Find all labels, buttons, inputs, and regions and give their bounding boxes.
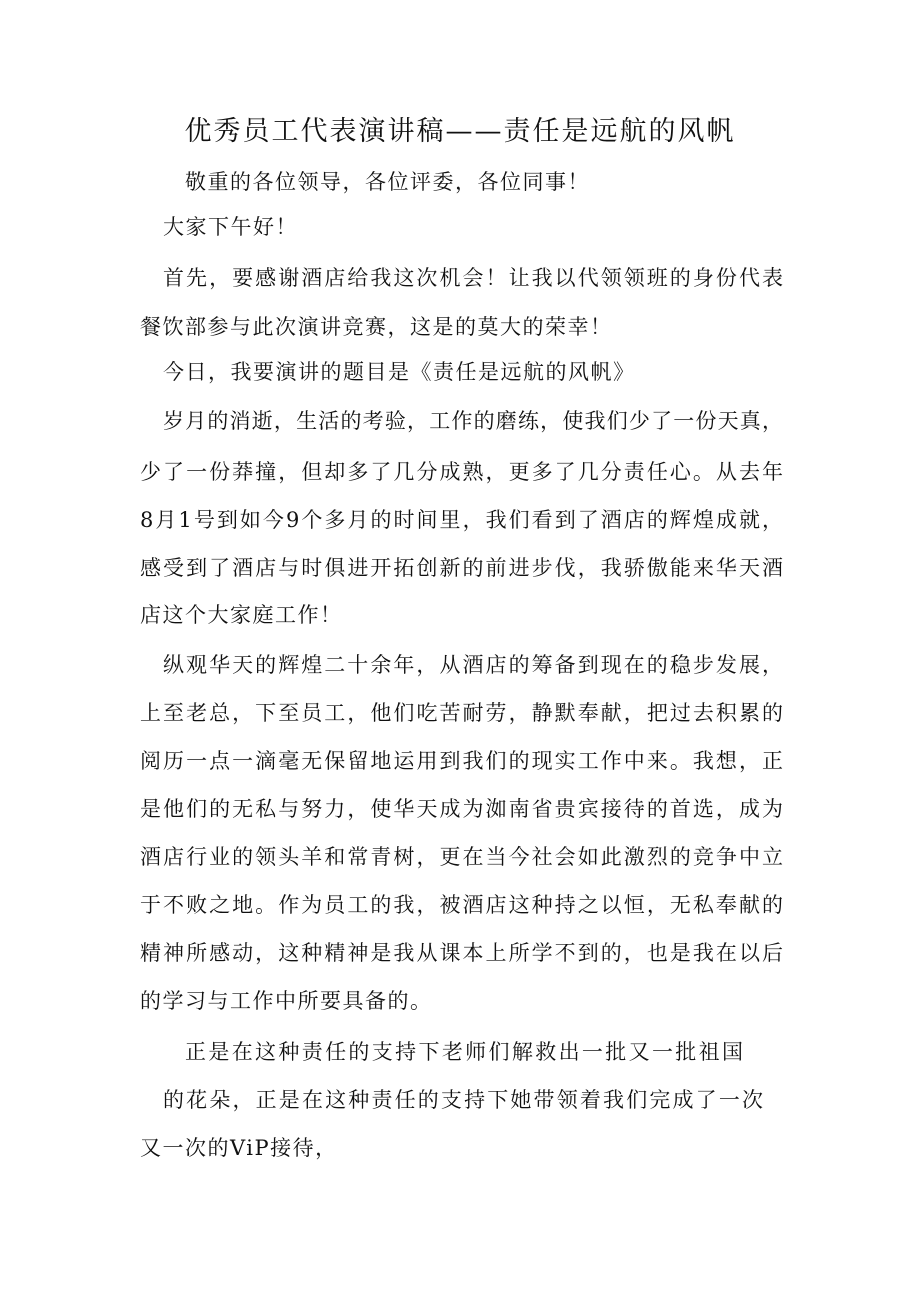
paragraph-line: 正是在这种责任的支持下老师们解救出一批又一批祖国 [185,1040,743,1064]
paragraph-line: 感受到了酒店与时俱进开拓创新的前进步伐，我骄傲能来华天酒 [140,556,783,580]
paragraph-line: 岁月的消逝，生活的考验，工作的磨练，使我们少了一份天真， [163,409,783,433]
paragraph-line: 今日，我要演讲的题目是《责任是远航的风帆》 [163,360,636,384]
paragraph-line: 酒店行业的领头羊和常青树，更在当今社会如此激烈的竞争中立 [140,845,783,869]
paragraph-line: 于不败之地。作为员工的我，被酒店这种持之以恒，无私奉献的 [140,893,783,917]
paragraph-line: 8月1号到如今9个多月的时间里，我们看到了酒店的辉煌成就， [140,508,783,532]
greeting-line: 大家下午好！ [163,215,298,239]
paragraph-line: 上至老总，下至员工，他们吃苦耐劳，静默奉献，把过去积累的 [140,701,783,725]
paragraph-line: 的学习与工作中所要具备的。 [140,989,433,1013]
paragraph-line: 少了一份莽撞，但却多了几分成熟，更多了几分责任心。从去年 [140,460,783,484]
document-title: 优秀员工代表演讲稿——责任是远航的风帆 [184,116,736,147]
paragraph-line: 店这个大家庭工作！ [140,603,343,627]
salutation-line: 敬重的各位领导，各位评委，各位同事！ [185,170,590,194]
paragraph-line: 首先，要感谢酒店给我这次机会！让我以代领领班的身份代表 [163,266,783,290]
paragraph-line: 餐饮部参与此次演讲竞赛，这是的莫大的荣幸！ [140,315,613,339]
paragraph-line: 的花朵，正是在这种责任的支持下她带领着我们完成了一次 [163,1088,763,1112]
paragraph-line: 又一次的ViP接待， [140,1136,338,1160]
paragraph-line: 阅历一点一滴毫无保留地运用到我们的现实工作中来。我想，正 [140,749,783,773]
paragraph-line: 纵观华天的辉煌二十余年，从酒店的筹备到现在的稳步发展， [163,653,783,677]
paragraph-line: 是他们的无私与努力，使华天成为洳南省贵宾接待的首选，成为 [140,797,783,821]
paragraph-line: 精神所感动，这种精神是我从课本上所学不到的，也是我在以后 [140,941,783,965]
